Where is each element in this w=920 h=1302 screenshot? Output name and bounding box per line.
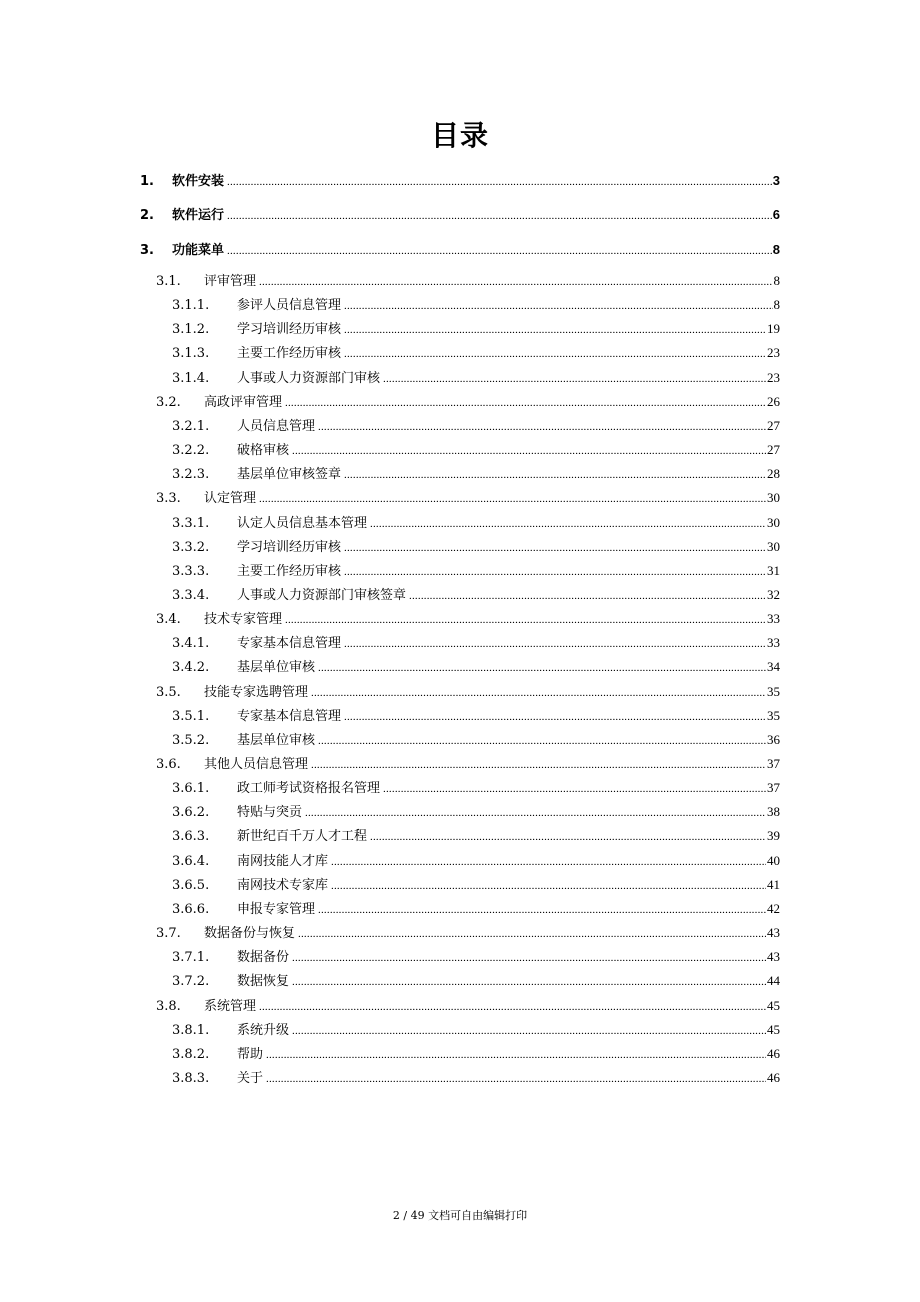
toc-entry-label: 技术专家管理 bbox=[204, 612, 283, 628]
toc-entry-page-number: 41 bbox=[767, 876, 780, 892]
toc-dot-leader bbox=[227, 205, 772, 227]
toc-entry-number: 3.6.3. bbox=[172, 829, 210, 845]
toc-entry-label: 数据备份 bbox=[237, 950, 290, 966]
toc-entry[interactable] bbox=[172, 560, 780, 582]
toc-entry-page-number: 46 bbox=[767, 1069, 780, 1085]
toc-entry[interactable] bbox=[140, 204, 780, 226]
toc-dot-leader bbox=[383, 368, 766, 390]
toc-dot-leader bbox=[344, 464, 766, 486]
toc-entry[interactable] bbox=[172, 318, 780, 340]
toc-entry-number: 3.8.3. bbox=[172, 1070, 210, 1086]
toc-entry-label: 软件运行 bbox=[172, 208, 225, 223]
toc-entry-number: 3.3.3. bbox=[172, 563, 210, 579]
toc-entry-page-number: 38 bbox=[767, 804, 780, 820]
toc-entry-page-number: 35 bbox=[767, 707, 780, 723]
toc-dot-leader bbox=[344, 561, 766, 583]
toc-dot-leader bbox=[318, 657, 766, 679]
toc-dot-leader bbox=[370, 513, 766, 535]
toc-entry-label: 其他人员信息管理 bbox=[204, 757, 309, 772]
toc-entry-page-number: 46 bbox=[767, 1045, 780, 1061]
toc-dot-leader bbox=[227, 240, 772, 262]
toc-entry-number: 3.5.2. bbox=[172, 732, 210, 748]
toc-entry-page-number: 8 bbox=[772, 242, 780, 257]
toc-dot-leader bbox=[318, 416, 766, 438]
toc-entry-number: 3.8.2. bbox=[172, 1046, 210, 1062]
toc-entry-label: 新世纪百千万人才工程 bbox=[237, 829, 368, 845]
toc-entry-label: 关于 bbox=[237, 1070, 264, 1086]
toc-entry[interactable] bbox=[172, 1043, 780, 1065]
toc-dot-leader bbox=[292, 1020, 766, 1042]
toc-entry-page-number: 27 bbox=[767, 417, 780, 433]
toc-entry-page-number: 27 bbox=[767, 442, 780, 458]
toc-entry-number: 3.5. bbox=[156, 684, 181, 700]
toc-entry[interactable] bbox=[172, 584, 780, 606]
toc-dot-leader bbox=[344, 295, 772, 317]
toc-entry-number: 3.2.2. bbox=[172, 443, 210, 459]
toc-entry-page-number: 33 bbox=[767, 611, 780, 627]
toc-entry[interactable] bbox=[172, 342, 780, 364]
toc-entry-label: 基层单位审核 bbox=[237, 660, 316, 676]
toc-entry[interactable] bbox=[156, 391, 780, 413]
toc-entry-number: 3.8. bbox=[156, 998, 181, 1014]
toc-entry-page-number: 31 bbox=[767, 562, 780, 578]
toc-entry-page-number: 37 bbox=[767, 780, 780, 796]
toc-entry-number: 3.6.5. bbox=[172, 877, 210, 893]
toc-entry[interactable] bbox=[156, 681, 780, 703]
toc-entry-label: 南网技能人才库 bbox=[237, 853, 329, 869]
toc-entry-page-number: 6 bbox=[772, 207, 780, 222]
toc-dot-leader bbox=[259, 488, 766, 510]
toc-entry[interactable] bbox=[140, 239, 780, 261]
toc-entry[interactable] bbox=[172, 946, 780, 968]
toc-entry[interactable] bbox=[172, 415, 780, 437]
toc-entry-number: 3.6.2. bbox=[172, 805, 210, 821]
toc-dot-leader bbox=[344, 537, 766, 559]
toc-entry-label: 软件安装 bbox=[172, 174, 225, 189]
toc-entry-page-number: 45 bbox=[767, 997, 780, 1013]
toc-entry-page-number: 39 bbox=[767, 828, 780, 844]
toc-entry-page-number: 35 bbox=[767, 683, 780, 699]
toc-entry-number: 3.2.3. bbox=[172, 467, 210, 483]
toc-entry-page-number: 43 bbox=[767, 925, 780, 941]
toc-entry-label: 主要工作经历审核 bbox=[237, 563, 342, 579]
toc-entry[interactable] bbox=[156, 270, 780, 292]
toc-entry[interactable] bbox=[172, 850, 780, 872]
toc-dot-leader bbox=[292, 947, 766, 969]
toc-entry-label: 认定管理 bbox=[204, 491, 257, 507]
toc-entry-number: 3.1.3. bbox=[172, 346, 210, 362]
toc-dot-leader bbox=[292, 440, 766, 462]
toc-entry-label: 南网技术专家库 bbox=[237, 877, 329, 893]
toc-entry-number: 3.6.6. bbox=[172, 901, 210, 917]
toc-entry-number: 3. bbox=[140, 243, 154, 258]
toc-entry-label: 功能菜单 bbox=[172, 243, 225, 258]
toc-entry-number: 3.1.1. bbox=[172, 298, 210, 314]
toc-entry-label: 评审管理 bbox=[204, 274, 257, 289]
toc-entry-number: 3.5.1. bbox=[172, 708, 210, 724]
toc-entry-page-number: 3 bbox=[772, 173, 780, 188]
toc-entry-label: 政工师考试资格报名管理 bbox=[237, 781, 381, 797]
toc-entry[interactable] bbox=[156, 608, 780, 630]
toc-entry-label: 系统管理 bbox=[204, 998, 257, 1014]
toc-dot-leader bbox=[344, 633, 766, 655]
toc-dot-leader bbox=[227, 171, 772, 193]
toc-entry-page-number: 26 bbox=[767, 393, 780, 409]
toc-entry-label: 学习培训经历审核 bbox=[237, 322, 342, 338]
toc-entry-label: 主要工作经历审核 bbox=[237, 346, 342, 362]
toc-entry-page-number: 33 bbox=[767, 635, 780, 651]
toc-entry-number: 1. bbox=[140, 174, 154, 189]
toc-entry[interactable] bbox=[172, 777, 780, 799]
toc-dot-leader bbox=[259, 996, 766, 1018]
toc-entry-label: 破格审核 bbox=[237, 443, 290, 459]
toc-entry[interactable] bbox=[156, 995, 780, 1017]
toc-entry-label: 基层单位审核签章 bbox=[237, 467, 342, 483]
toc-entry-number: 3.4.2. bbox=[172, 660, 210, 676]
toc-dot-leader bbox=[318, 730, 766, 752]
toc-entry-page-number: 8 bbox=[773, 297, 780, 313]
toc-entry-page-number: 42 bbox=[767, 900, 780, 916]
toc-entry[interactable] bbox=[172, 512, 780, 534]
toc-entry[interactable] bbox=[172, 970, 780, 992]
toc-dot-leader bbox=[344, 706, 766, 728]
toc-dot-leader bbox=[409, 585, 766, 607]
toc-dot-leader bbox=[370, 826, 766, 848]
toc-entry[interactable] bbox=[172, 367, 780, 389]
toc-entry-number: 3.3.2. bbox=[172, 539, 210, 555]
toc-entry[interactable] bbox=[172, 1019, 780, 1041]
toc-entry-number: 3.4. bbox=[156, 612, 181, 628]
toc-entry-page-number: 43 bbox=[767, 949, 780, 965]
toc-entry-label: 基层单位审核 bbox=[237, 732, 316, 748]
toc-entry-label: 数据备份与恢复 bbox=[204, 926, 296, 942]
toc-entry[interactable] bbox=[172, 294, 780, 316]
toc-entry-number: 3.6.4. bbox=[172, 853, 210, 869]
toc-entry-label: 人事或人力资源部门审核签章 bbox=[237, 587, 407, 603]
toc-dot-leader bbox=[311, 682, 766, 704]
toc-entry-label: 申报专家管理 bbox=[237, 901, 316, 917]
toc-entry[interactable] bbox=[172, 825, 780, 847]
toc-entry-page-number: 45 bbox=[767, 1021, 780, 1037]
toc-entry-page-number: 23 bbox=[767, 369, 780, 385]
toc-entry[interactable] bbox=[172, 729, 780, 751]
toc-entry-number: 3.1.2. bbox=[172, 322, 210, 338]
toc-entry-label: 学习培训经历审核 bbox=[237, 539, 342, 555]
toc-entry-page-number: 37 bbox=[767, 756, 780, 771]
toc-entry-number: 3.1. bbox=[156, 274, 181, 289]
toc-entry-label: 人员信息管理 bbox=[237, 418, 316, 434]
toc-entry-number: 3.1.4. bbox=[172, 370, 210, 386]
toc-entry-page-number: 40 bbox=[767, 852, 780, 868]
toc-dot-leader bbox=[285, 392, 766, 414]
toc-entry-number: 3.7. bbox=[156, 926, 181, 942]
toc-dot-leader bbox=[266, 1068, 766, 1090]
toc-dot-leader bbox=[259, 271, 772, 293]
toc-entry-page-number: 30 bbox=[767, 538, 780, 554]
toc-dot-leader bbox=[331, 851, 766, 873]
toc-entry[interactable] bbox=[172, 656, 780, 678]
toc-dot-leader bbox=[298, 923, 766, 945]
toc-dot-leader bbox=[305, 802, 766, 824]
toc-entry-label: 系统升级 bbox=[237, 1022, 290, 1038]
toc-entry-page-number: 34 bbox=[767, 659, 780, 675]
toc-entry-number: 3.7.1. bbox=[172, 950, 210, 966]
toc-entry[interactable] bbox=[172, 439, 780, 461]
toc-dot-leader bbox=[285, 609, 766, 631]
toc-entry[interactable] bbox=[156, 487, 780, 509]
toc-entry-label: 专家基本信息管理 bbox=[237, 708, 342, 724]
toc-entry-number: 3.3. bbox=[156, 491, 181, 507]
toc-entry-number: 3.6.1. bbox=[172, 781, 210, 797]
toc-entry-page-number: 30 bbox=[767, 514, 780, 530]
toc-entry-page-number: 28 bbox=[767, 466, 780, 482]
page-title: 目录 bbox=[430, 119, 489, 152]
toc-dot-leader bbox=[292, 971, 766, 993]
toc-entry[interactable] bbox=[140, 170, 780, 192]
toc-entry-number: 3.2.1. bbox=[172, 418, 210, 434]
toc-entry[interactable] bbox=[172, 1067, 780, 1089]
toc-dot-leader bbox=[344, 343, 766, 365]
toc-dot-leader bbox=[266, 1044, 766, 1066]
toc-entry[interactable] bbox=[172, 801, 780, 823]
toc-entry-label: 人事或人力资源部门审核 bbox=[237, 370, 381, 386]
toc-dot-leader bbox=[344, 319, 766, 341]
toc-dot-leader bbox=[311, 754, 766, 776]
toc-entry-label: 专家基本信息管理 bbox=[237, 636, 342, 652]
toc-entry-number: 3.4.1. bbox=[172, 636, 210, 652]
toc-entry-label: 特贴与突贡 bbox=[237, 805, 303, 821]
toc-entry-number: 3.6. bbox=[156, 757, 181, 772]
toc-entry[interactable] bbox=[156, 922, 780, 944]
toc-entry-page-number: 23 bbox=[767, 345, 780, 361]
toc-entry-page-number: 19 bbox=[767, 321, 780, 337]
toc-entry[interactable] bbox=[172, 632, 780, 654]
toc-entry-page-number: 30 bbox=[767, 490, 780, 506]
toc-entry[interactable] bbox=[172, 874, 780, 896]
toc-entry-label: 技能专家选聘管理 bbox=[204, 684, 309, 700]
page-footer: 2 / 49 文档可自由编辑打印 bbox=[392, 1209, 528, 1222]
toc-entry[interactable] bbox=[172, 463, 780, 485]
toc-entry-label: 帮助 bbox=[237, 1046, 264, 1062]
toc-entry[interactable] bbox=[172, 898, 780, 920]
toc-dot-leader bbox=[318, 899, 766, 921]
toc-entry-number: 2. bbox=[140, 208, 154, 223]
toc-entry-page-number: 44 bbox=[767, 973, 780, 989]
toc-entry-number: 3.3.1. bbox=[172, 515, 210, 531]
toc-entry-number: 3.3.4. bbox=[172, 587, 210, 603]
toc-entry[interactable] bbox=[172, 536, 780, 558]
toc-entry-label: 数据恢复 bbox=[237, 974, 290, 990]
toc-entry-page-number: 36 bbox=[767, 731, 780, 747]
toc-entry-label: 参评人员信息管理 bbox=[237, 298, 342, 314]
toc-entry-page-number: 32 bbox=[767, 586, 780, 602]
toc-dot-leader bbox=[383, 778, 766, 800]
toc-entry-number: 3.8.1. bbox=[172, 1022, 210, 1038]
toc-entry-page-number: 8 bbox=[773, 273, 780, 288]
toc-entry-number: 3.2. bbox=[156, 394, 181, 410]
toc-entry-number: 3.7.2. bbox=[172, 974, 210, 990]
toc-entry-label: 认定人员信息基本管理 bbox=[237, 515, 368, 531]
toc-entry[interactable] bbox=[156, 753, 780, 775]
toc-entry-label: 高政评审管理 bbox=[204, 394, 283, 410]
toc-dot-leader bbox=[331, 875, 766, 897]
toc-entry[interactable] bbox=[172, 705, 780, 727]
